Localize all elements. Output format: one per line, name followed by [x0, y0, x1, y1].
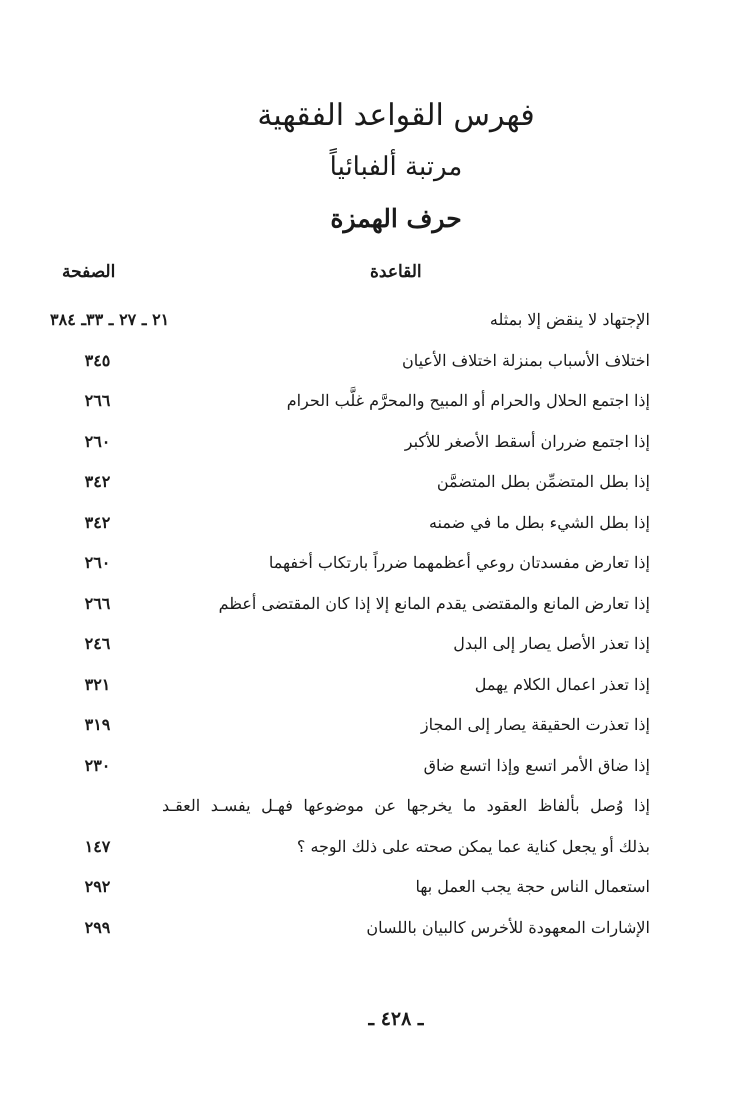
- index-row: [50, 345, 650, 386]
- index-row: [50, 871, 650, 912]
- column-header-rule: القاعدة: [370, 262, 422, 282]
- index-row: [50, 912, 650, 953]
- section-heading: حرف الهمزة: [330, 204, 462, 233]
- index-row: [50, 385, 650, 426]
- page-reference: ٣١٩: [84, 715, 111, 734]
- index-row: [50, 426, 650, 467]
- column-header-page: الصفحة: [62, 262, 116, 282]
- page-reference: ٣٤٢: [84, 512, 111, 532]
- page-reference: ٣٤٢: [84, 472, 111, 491]
- rule-text: إذا ضاق الأمر اتسع وإذا اتسع ضاق: [423, 755, 650, 775]
- page-reference: ١٤٧: [84, 836, 111, 856]
- rule-text: إذا تعذر اعمال الكلام يهمل: [474, 674, 650, 694]
- index-row: [50, 507, 650, 548]
- index-row: [50, 790, 650, 831]
- rule-text: الإشارات المعهودة للأخرس كالبيان باللسان: [366, 917, 650, 937]
- page-reference: ٢٣٠: [84, 755, 111, 775]
- page-subtitle: مرتبة ألفبائياً: [329, 152, 463, 182]
- page-title: فهرس القواعد الفقهية: [257, 98, 535, 133]
- index-row: [50, 588, 650, 629]
- index-row: [50, 547, 650, 588]
- page-reference: ٢٦٦: [84, 593, 111, 613]
- page-reference: ٢٦٠: [84, 431, 111, 451]
- index-row: [50, 750, 650, 791]
- rule-text: إذا تعذرت الحقيقة يصار إلى المجاز: [420, 715, 650, 734]
- page-reference: ٣٢١: [84, 674, 111, 694]
- page-reference: ٢٦٠: [84, 553, 111, 572]
- rule-text: إذا بطل المتضمِّن بطل المتضمَّن: [436, 472, 650, 491]
- page-reference: ٢٦٦: [84, 391, 111, 410]
- rule-text: اختلاف الأسباب بمنزلة اختلاف الأعيان: [401, 350, 650, 370]
- index-row: [50, 304, 650, 345]
- rule-text: إذا بطل الشيء بطل ما في ضمنه: [428, 512, 650, 532]
- rule-text: إذا وُصل بألفاظ العقود ما يخرجها عن موضوعها فهـل يفسـد العقـد: [162, 796, 650, 815]
- rule-text: إذا تعذر الأصل يصار إلى البدل: [453, 634, 650, 653]
- index-row: [50, 466, 650, 507]
- page-reference: ٢٩٢: [84, 877, 111, 896]
- rule-text: استعمال الناس حجة يجب العمل بها: [415, 877, 650, 896]
- page-reference: ٢٤٦: [84, 634, 111, 653]
- rule-text: الإجتهاد لا ينقض إلا بمثله: [489, 310, 650, 329]
- index-row: [50, 709, 650, 750]
- index-row: [50, 831, 650, 872]
- rule-text: إذا اجتمع الحلال والحرام أو المبيح والمحرَّم غلَّب الحرام: [286, 391, 650, 410]
- index-list: [50, 304, 650, 952]
- page-reference: ٢٩٩: [84, 917, 111, 937]
- index-row: [50, 628, 650, 669]
- rule-text: إذا اجتمع ضرران أسقط الأصغر للأكبر: [404, 431, 650, 451]
- page-reference: ٢١ ـ ٢٧ ـ ٣٣ـ ٣٨٤: [50, 310, 170, 329]
- page-reference: ٣٤٥: [84, 350, 111, 370]
- page-number: ـ ٤٢٨ ـ: [368, 1008, 424, 1030]
- rule-text: إذا تعارض المانع والمقتضى يقدم المانع إلا إذا كان المقتضى أعظم: [218, 593, 650, 613]
- rule-text: إذا تعارض مفسدتان روعي أعظمهما ضرراً بارتكاب أخفهما: [268, 553, 650, 572]
- index-row: [50, 669, 650, 710]
- rule-text: بذلك أو يجعل كناية عما يمكن صحته على ذلك الوجه ؟: [296, 836, 650, 856]
